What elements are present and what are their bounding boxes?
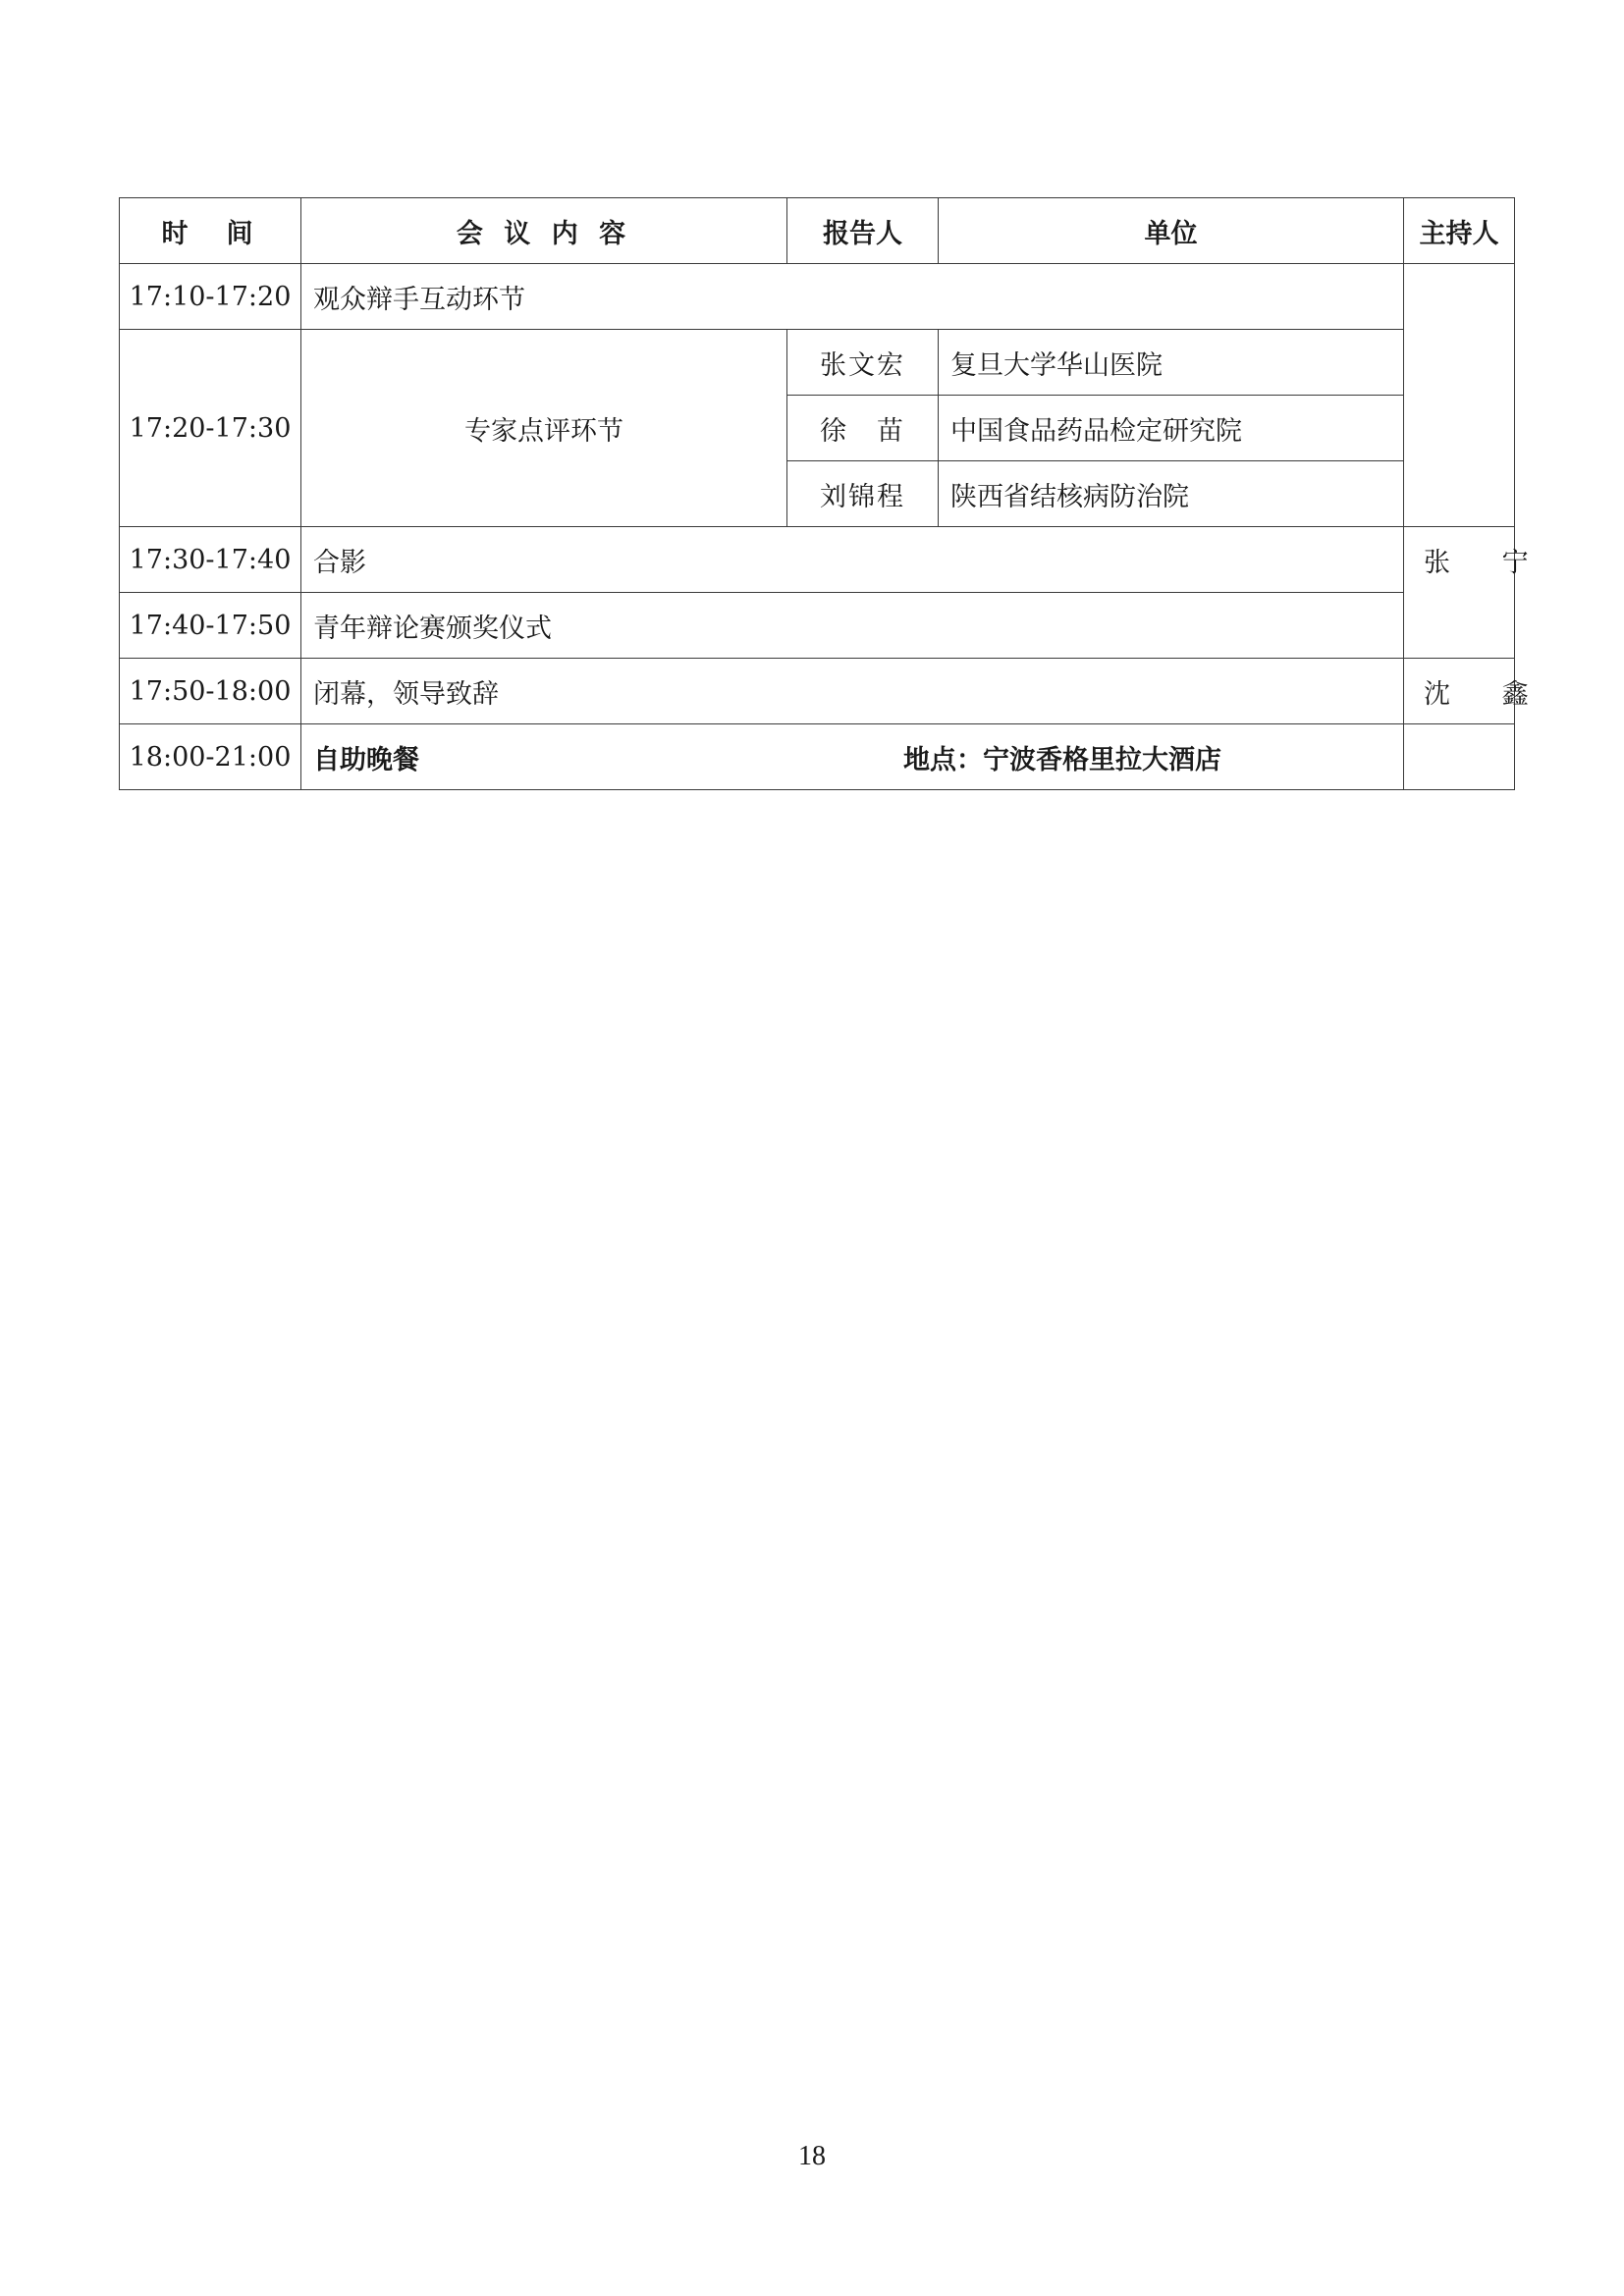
table-row bbox=[120, 659, 1515, 724]
time-cell: 17:40-17:50 bbox=[120, 593, 301, 659]
unit-cell: 复旦大学华山医院 bbox=[939, 330, 1404, 396]
reporter-cell: 张文宏 bbox=[787, 330, 939, 396]
host-cell-empty bbox=[1404, 724, 1515, 790]
table-row bbox=[120, 330, 1515, 396]
content-cell: 闭幕，领导致辞 bbox=[301, 659, 1404, 724]
reporter-cell: 徐 苗 bbox=[787, 396, 939, 461]
host-cell: 沈 鑫 bbox=[1404, 659, 1515, 724]
dinner-location: 地点：宁波香格里拉大酒店 bbox=[903, 744, 1221, 775]
header-unit: 单位 bbox=[939, 198, 1404, 264]
content-cell: 观众辩手互动环节 bbox=[301, 264, 1404, 330]
content-cell bbox=[301, 724, 1404, 790]
time-cell: 18:00-21:00 bbox=[120, 724, 301, 790]
time-cell: 17:50-18:00 bbox=[120, 659, 301, 724]
time-cell: 17:30-17:40 bbox=[120, 527, 301, 593]
header-row bbox=[120, 198, 1515, 264]
content-cell: 青年辩论赛颁奖仪式 bbox=[301, 593, 1404, 659]
content-cell: 专家点评环节 bbox=[301, 330, 787, 527]
page-number: 18 bbox=[798, 2141, 826, 2171]
header-time: 时 间 bbox=[120, 198, 301, 264]
table-row bbox=[120, 724, 1515, 790]
table-row bbox=[120, 527, 1515, 593]
host-cell: 张 宁 bbox=[1404, 527, 1515, 659]
time-cell: 17:20-17:30 bbox=[120, 330, 301, 527]
table-row bbox=[120, 593, 1515, 659]
header-host: 主持人 bbox=[1404, 198, 1515, 264]
schedule-table bbox=[119, 197, 1550, 790]
reporter-cell: 刘锦程 bbox=[787, 461, 939, 527]
content-cell: 合影 bbox=[301, 527, 1404, 593]
unit-cell: 陕西省结核病防治院 bbox=[939, 461, 1404, 527]
time-cell: 17:10-17:20 bbox=[120, 264, 301, 330]
unit-cell: 中国食品药品检定研究院 bbox=[939, 396, 1404, 461]
dinner-label: 自助晚餐 bbox=[313, 744, 419, 775]
table-row bbox=[120, 264, 1515, 330]
header-reporter: 报告人 bbox=[787, 198, 939, 264]
host-cell-empty bbox=[1404, 264, 1515, 527]
header-content: 会 议 内 容 bbox=[301, 198, 787, 264]
